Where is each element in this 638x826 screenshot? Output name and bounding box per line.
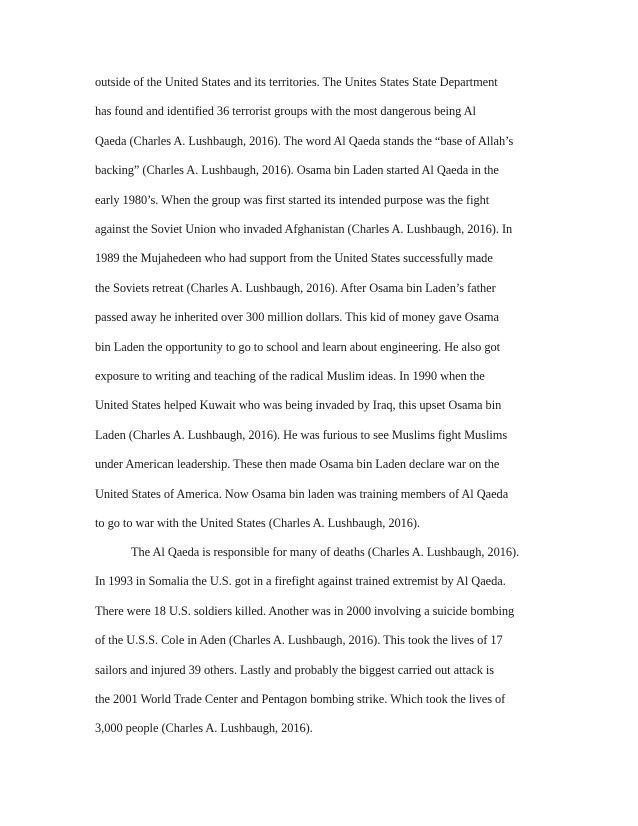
text-line: In 1993 in Somalia the U.S. got in a firefight against trained extremist by Al Qaeda. [95,574,506,589]
text-line: Qaeda (Charles A. Lushbaugh, 2016). The word Al Qaeda stands the “base of Allah’s [95,133,514,148]
text-line: backing” (Charles A. Lushbaugh, 2016). Osama bin Laden started Al Qaeda in the [95,163,499,178]
text-line: early 1980’s. When the group was first started its intended purpose was the fight [95,192,490,207]
text-line: sailors and injured 39 others. Lastly and probably the biggest carried out attack is [95,662,495,677]
text-line: bin Laden the opportunity to go to school and learn about engineering. He also got [95,339,501,354]
text-line: 1989 the Mujahedeen who had support from the United States successfully made [95,251,493,266]
text-line: There were 18 U.S. soldiers killed. Another was in 2000 involving a suicide bombing [95,603,515,618]
text-line: 3,000 people (Charles A. Lushbaugh, 2016). [95,721,313,736]
text-line: passed away he inherited over 300 million dollars. This kid of money gave Osama [95,310,499,325]
text-line: has found and identified 36 terrorist groups with the most dangerous being Al [95,104,476,119]
text-line: to go to war with the United States (Charles A. Lushbaugh, 2016). [95,516,421,530]
text-line: of the U.S.S. Cole in Aden (Charles A. Lushbaugh, 2016). This took the lives of 17 [95,633,503,648]
text-line: under American leadership. These then made Osama bin Laden declare war on the [95,457,500,472]
text-line: exposure to writing and teaching of the radical Muslim ideas. In 1990 when the [95,369,485,383]
text-line: the Soviets retreat (Charles A. Lushbaugh, 2016). After Osama bin Laden’s father [95,280,496,295]
text-line: the 2001 World Trade Center and Pentagon bombing strike. Which took the lives of [95,692,506,706]
text-line: Laden (Charles A. Lushbaugh, 2016). He was furious to see Muslims fight Muslims [95,427,508,442]
text-line: United States of America. Now Osama bin laden was training members of Al Qaeda [95,486,509,501]
text-line: United States helped Kuwait who was being invaded by Iraq, this upset Osama bin [95,398,502,413]
text-line: The Al Qaeda is responsible for many of deaths (Charles A. Lushbaugh, 2016). [131,545,520,559]
text-line: against the Soviet Union who invaded Afghanistan (Charles A. Lushbaugh, 2016). In [95,222,513,236]
text-line: outside of the United States and its territories. The Unites States State Department [95,75,498,89]
